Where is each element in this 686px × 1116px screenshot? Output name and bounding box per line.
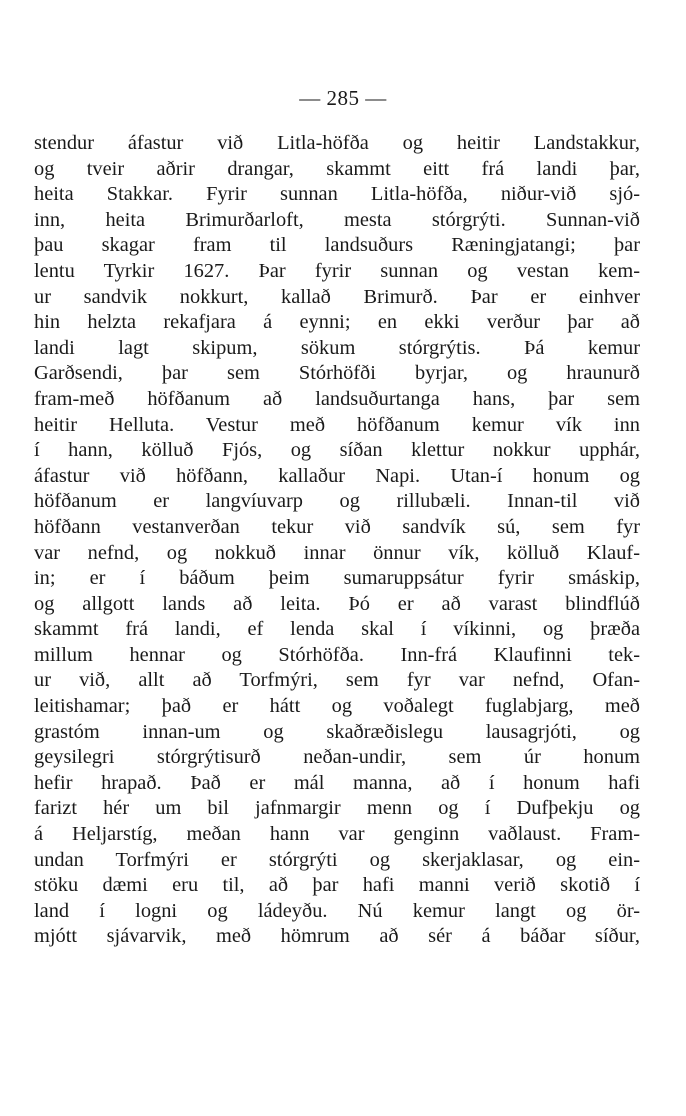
text-line: var nefnd, og nokkuð innar önnur vík, kölluð Klauf-	[34, 541, 640, 564]
text-line: höfðanum er langvíuvarp og rillubæli. Innan-til við	[34, 490, 640, 513]
text-line: heitir Helluta. Vestur með höfðanum kemur vík inn	[34, 413, 640, 436]
text-line: í hann, kölluð Fjós, og síðan klettur nokkur upphár,	[34, 439, 640, 462]
text-line: landi lagt skipum, sökum stórgrýtis. Þá kemur	[34, 336, 640, 359]
text-line: Garðsendi, þar sem Stórhöfði byrjar, og hraunurð	[34, 362, 640, 385]
text-line: skammt frá landi, ef lenda skal í víkinni, og þræða	[34, 618, 640, 641]
body-text	[34, 131, 640, 950]
text-line: geysilegri stórgrýtisurð neðan-undir, sem úr honum	[34, 746, 640, 769]
text-line: heita Stakkar. Fyrir sunnan Litla-höfða, niður-við sjó-	[34, 183, 640, 206]
text-line: og allgott lands að leita. Þó er að varast blindflúð	[34, 592, 640, 615]
text-line: og tveir aðrir drangar, skammt eitt frá landi þar,	[34, 157, 640, 180]
text-line: ur sandvik nokkurt, kallað Brimurð. Þar er einhver	[34, 285, 640, 308]
text-line: grastóm innan-um og skaðræðislegu lausagrjóti, og	[34, 720, 640, 743]
text-line: ur við, allt að Torfmýri, sem fyr var nefnd, Ofan-	[34, 669, 640, 692]
text-line: undan Torfmýri er stórgrýti og skerjaklasar, og ein-	[34, 848, 640, 871]
text-line: land í logni og ládeyðu. Nú kemur langt og ör-	[34, 899, 640, 922]
text-line: þau skagar fram til landsuðurs Ræningjatangi; þar	[34, 234, 640, 257]
text-line: in; er í báðum þeim sumaruppsátur fyrir smáskip,	[34, 567, 640, 590]
text-line: stendur áfastur við Litla-höfða og heitir Landstakkur,	[34, 132, 640, 154]
text-line: mjótt sjávarvik, með hömrum að sér á báðar síður,	[34, 925, 640, 948]
text-line: á Heljarstíg, meðan hann var genginn vaðlaust. Fram-	[34, 823, 640, 846]
text-line: hefir hrapað. Það er mál manna, að í honum hafi	[34, 771, 640, 794]
text-line: höfðann vestanverðan tekur við sandvík sú, sem fyr	[34, 515, 640, 538]
text-line: áfastur við höfðann, kallaður Napi. Utan-í honum og	[34, 464, 640, 487]
text-line: inn, heita Brimurðarloft, mesta stórgrýti. Sunnan-við	[34, 208, 640, 231]
page-number: — 285 —	[299, 86, 387, 110]
text-line: leitishamar; það er hátt og voðalegt fuglabjarg, með	[34, 695, 640, 718]
text-line: stöku dæmi eru til, að þar hafi manni verið skotið í	[34, 874, 640, 897]
text-line: millum hennar og Stórhöfða. Inn-frá Klaufinni tek-	[34, 643, 640, 666]
text-line: farizt hér um bil jafnmargir menn og í Dufþekju og	[34, 797, 640, 820]
text-line: hin helzta rekafjara á eynni; en ekki verður þar að	[34, 311, 640, 334]
text-line: fram-með höfðanum að landsuðurtanga hans, þar sem	[34, 387, 640, 410]
text-line: lentu Tyrkir 1627. Þar fyrir sunnan og vestan kem-	[34, 259, 640, 282]
